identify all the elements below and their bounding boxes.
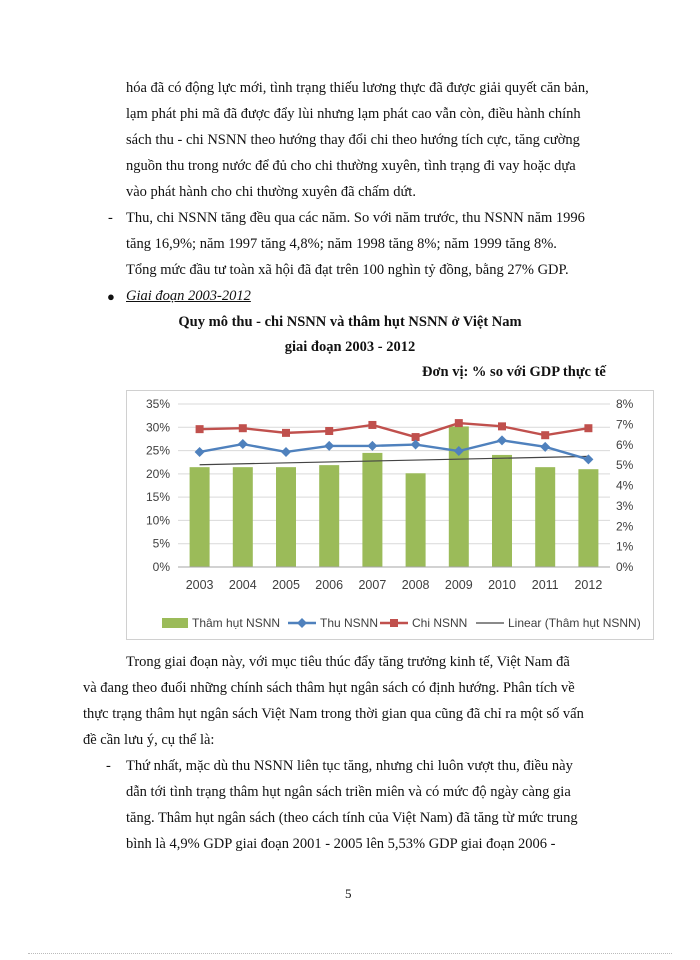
dash-marker: - [108, 210, 113, 226]
legend-label: Chi NSNN [412, 616, 468, 630]
bar [578, 469, 598, 567]
text-line: lạm phát phi mã đã được đẩy lùi nhưng lạm phát cao vẫn còn, điều hành chính [126, 106, 581, 122]
data-point [368, 421, 376, 429]
text-line: bình là 4,9% GDP giai đoạn 2001 - 2005 lên 5,53% GDP giai đoạn 2006 - [126, 836, 556, 852]
page-number: 5 [345, 886, 352, 901]
text-line: nguồn thu trong nước để đủ cho chi thường xuyên, tình trạng đi vay hoặc dựa [126, 158, 576, 174]
data-point [498, 422, 506, 430]
y-left-tick-label: 20% [145, 466, 170, 481]
bar [319, 465, 339, 567]
x-tick-label: 2010 [488, 578, 516, 592]
data-point [239, 424, 247, 432]
data-point [325, 427, 333, 435]
x-tick-label: 2006 [315, 578, 344, 592]
text-line: Thứ nhất, mặc dù thu NSNN liên tục tăng, nhưng chi luôn vượt thu, điều này [126, 758, 573, 774]
y-left-tick-label: 25% [145, 443, 170, 458]
data-point [282, 429, 290, 437]
y-left-tick-label: 15% [145, 490, 170, 505]
text-line: Trong giai đoạn này, với mục tiêu thúc đẩy tăng trưởng kinh tế, Việt Nam đã [126, 654, 570, 670]
bullet-icon: ● [107, 289, 115, 304]
y-right-tick-label: 0% [616, 560, 634, 574]
bar [535, 467, 555, 567]
y-left-tick-label: 0% [152, 560, 170, 574]
data-point [541, 431, 549, 439]
text-line: tăng 16,9%; năm 1997 tăng 4,8%; năm 1998 tăng 8%; năm 1999 tăng 8%. [126, 236, 557, 252]
y-left-tick-label: 10% [145, 513, 170, 528]
bar [362, 453, 382, 567]
x-tick-label: 2009 [444, 578, 473, 592]
text-line: đề cần lưu ý, cụ thể là: [83, 732, 215, 748]
text-line: Tổng mức đầu tư toàn xã hội đã đạt trên 100 nghìn tỷ đồng, bằng 27% GDP. [126, 262, 569, 278]
dash-marker: - [106, 758, 111, 774]
legend-label: Linear (Thâm hụt NSNN) [508, 616, 641, 630]
phase-heading: Giai đoạn 2003-2012 [126, 288, 251, 304]
page-bottom-divider [28, 953, 672, 954]
legend-marker [390, 619, 398, 627]
y-right-tick-label: 5% [616, 458, 634, 473]
legend-swatch [162, 618, 188, 628]
y-right-tick-label: 7% [616, 417, 634, 432]
y-right-tick-label: 1% [616, 539, 634, 554]
text-line: tăng. Thâm hụt ngân sách (theo cách tính của Việt Nam) đã tăng từ mức trung [126, 810, 578, 826]
chart-subtitle: giai đoạn 2003 - 2012 [284, 339, 416, 355]
data-point [455, 419, 463, 427]
y-right-tick-label: 3% [616, 498, 634, 513]
text-line: thực trạng thâm hụt ngân sách Việt Nam trong thời gian qua cũng đã chỉ ra một số vấn [83, 706, 584, 722]
x-tick-label: 2011 [531, 578, 559, 592]
x-tick-label: 2007 [358, 578, 387, 592]
x-tick-label: 2008 [401, 578, 430, 592]
y-right-tick-label: 2% [616, 519, 634, 534]
x-tick-label: 2005 [272, 578, 300, 592]
y-right-tick-label: 8% [616, 397, 634, 411]
chart [126, 390, 654, 640]
text-line: Thu, chi NSNN tăng đều qua các năm. So với năm trước, thu NSNN năm 1996 [126, 210, 585, 226]
text-line: vào phát hành cho chi thường xuyên đã chấm dứt. [126, 184, 416, 200]
x-tick-label: 2004 [228, 578, 257, 592]
x-tick-label: 2012 [574, 578, 603, 592]
bar [276, 467, 296, 567]
y-left-tick-label: 35% [145, 397, 170, 411]
y-left-tick-label: 30% [145, 420, 170, 435]
text-line: và đang theo đuổi những chính sách thâm hụt ngân sách có định hướng. Phân tích về [83, 680, 575, 696]
y-right-tick-label: 4% [616, 478, 634, 493]
text-line: sách thu - chi NSNN theo hướng thay đổi chi theo hướng tích cực, tăng cường [126, 132, 580, 148]
text-line: dẫn tới tình trạng thâm hụt ngân sách triền miên và có mức độ ngày càng gia [126, 784, 571, 800]
y-left-tick-label: 5% [152, 536, 170, 551]
data-point [584, 424, 592, 432]
bar [492, 455, 512, 567]
data-point [196, 425, 204, 433]
legend-label: Thâm hụt NSNN [192, 616, 281, 630]
chart-unit-label: Đơn vị: % so với GDP thực tế [422, 364, 606, 380]
bar [233, 467, 253, 567]
bar [190, 467, 210, 567]
bar [406, 473, 426, 567]
x-tick-label: 2003 [185, 578, 214, 592]
chart-title: Quy mô thu - chi NSNN và thâm hụt NSNN ở Việt Nam [178, 314, 522, 330]
y-right-tick-label: 6% [616, 437, 634, 452]
text-line: hóa đã có động lực mới, tình trạng thiếu lương thực đã được giải quyết căn bản, [126, 80, 589, 96]
legend-label: Thu NSNN [320, 616, 379, 630]
